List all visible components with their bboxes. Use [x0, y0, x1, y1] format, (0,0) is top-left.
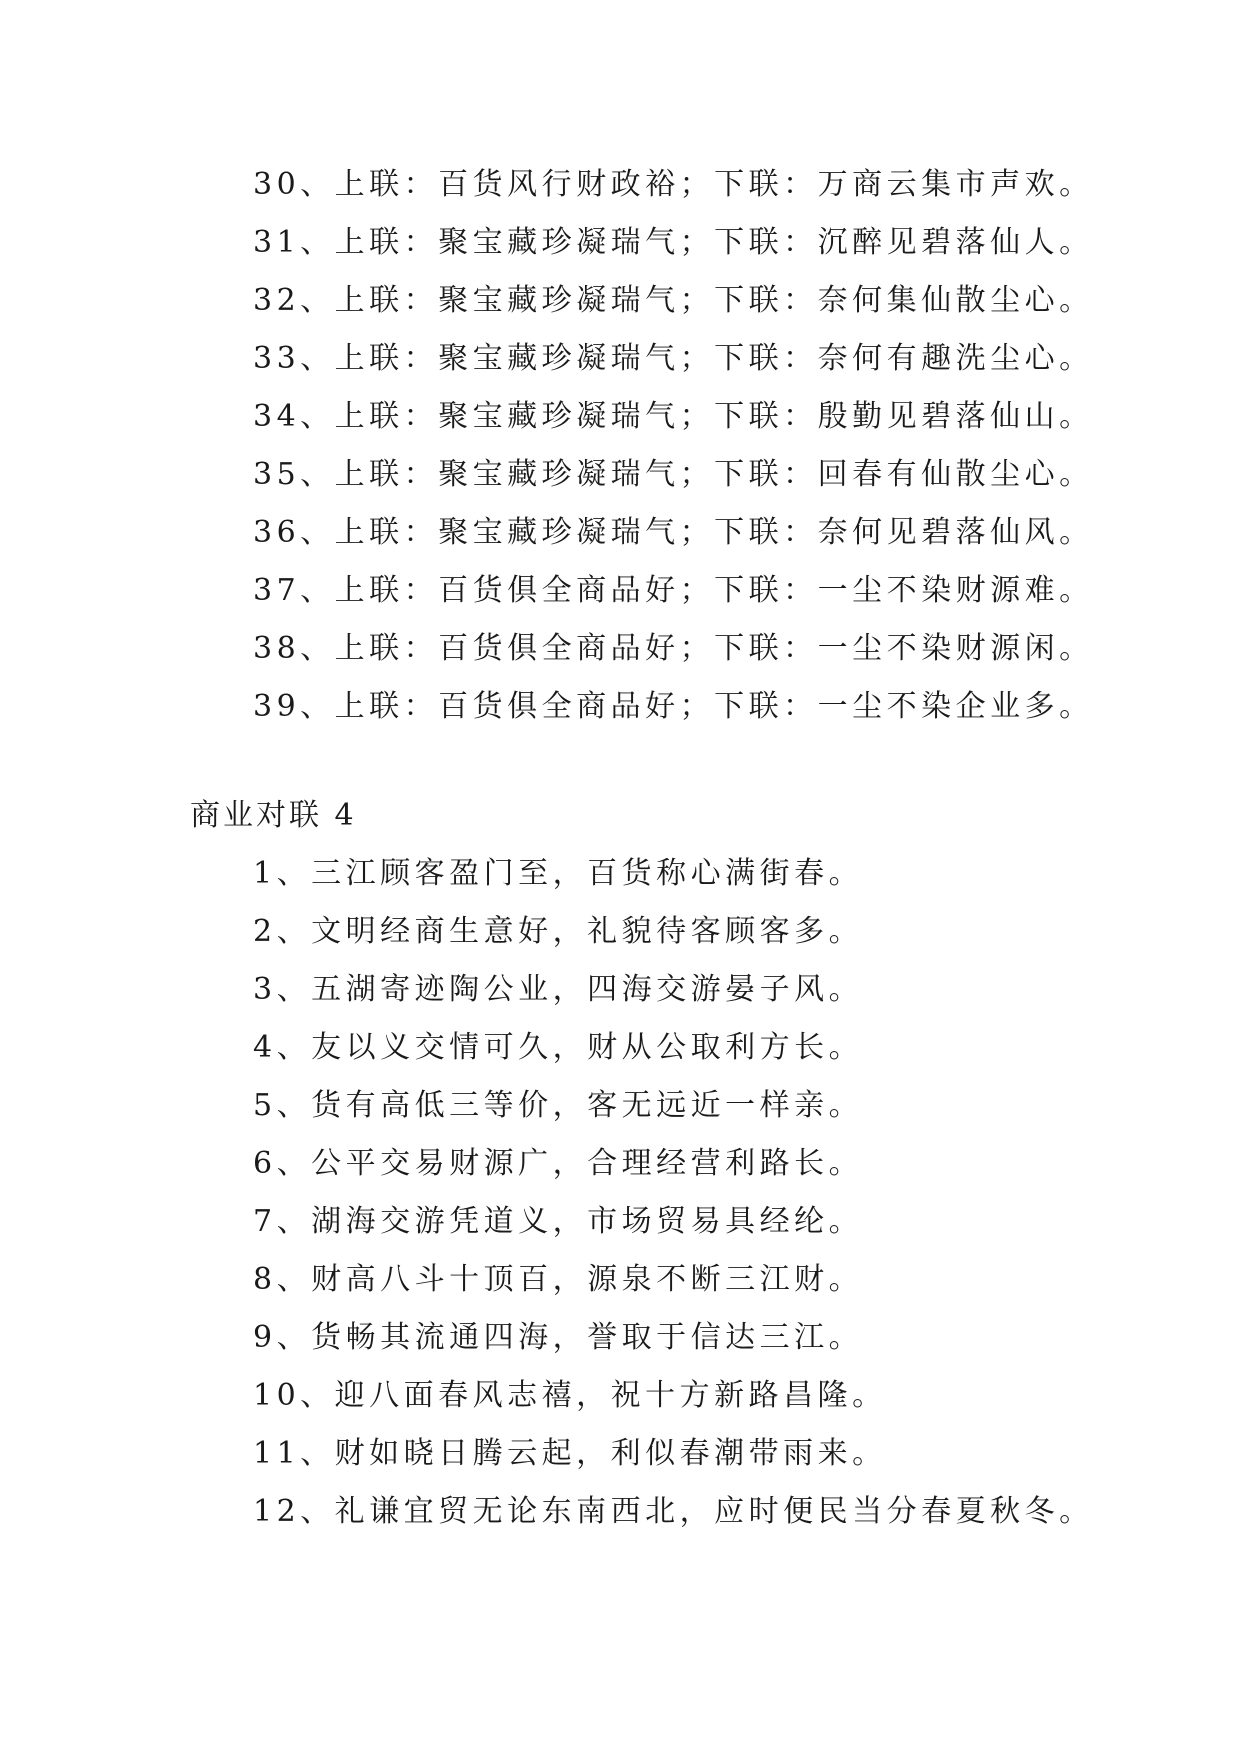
couplet-line: 8、财高八斗十顶百，源泉不断三江财。: [253, 1262, 864, 1297]
couplet-line: 2、文明经商生意好，礼貌待客顾客多。: [253, 914, 864, 949]
couplet-line: 5、货有高低三等价，客无远近一样亲。: [253, 1088, 864, 1123]
couplet-line: 33、上联：聚宝藏珍凝瑞气；下联：奈何有趣洗尘心。: [253, 341, 1094, 376]
couplet-line: 35、上联：聚宝藏珍凝瑞气；下联：回春有仙散尘心。: [253, 457, 1094, 492]
couplet-line: 32、上联：聚宝藏珍凝瑞气；下联：奈何集仙散尘心。: [253, 283, 1094, 318]
couplet-line: 34、上联：聚宝藏珍凝瑞气；下联：殷勤见碧落仙山。: [253, 399, 1094, 434]
couplet-line: 7、湖海交游凭道义，市场贸易具经纶。: [253, 1204, 864, 1239]
couplet-line: 31、上联：聚宝藏珍凝瑞气；下联：沉醉见碧落仙人。: [253, 225, 1094, 260]
couplet-line: 4、友以义交情可久，财从公取利方长。: [253, 1030, 864, 1065]
couplet-line: 9、货畅其流通四海，誉取于信达三江。: [253, 1320, 864, 1355]
couplet-line: 6、公平交易财源广，合理经营利路长。: [253, 1146, 864, 1181]
couplet-line: 3、五湖寄迹陶公业，四海交游晏子风。: [253, 972, 864, 1007]
couplet-line: 12、礼谦宜贸无论东南西北，应时便民当分春夏秋冬。: [253, 1494, 1094, 1529]
couplet-line: 1、三江顾客盈门至，百货称心满街春。: [253, 856, 864, 891]
couplet-line: 39、上联：百货俱全商品好；下联：一尘不染企业多。: [253, 689, 1094, 724]
couplet-line: 36、上联：聚宝藏珍凝瑞气；下联：奈何见碧落仙风。: [253, 515, 1094, 550]
couplet-line: 11、财如晓日腾云起，利似春潮带雨来。: [253, 1436, 887, 1471]
section-heading: 商业对联 4: [190, 798, 357, 833]
couplet-line: 10、迎八面春风志禧，祝十方新路昌隆。: [253, 1378, 887, 1413]
couplet-line: 38、上联：百货俱全商品好；下联：一尘不染财源闲。: [253, 631, 1094, 666]
couplet-line: 30、上联：百货风行财政裕；下联：万商云集市声欢。: [253, 167, 1094, 202]
couplet-line: 37、上联：百货俱全商品好；下联：一尘不染财源难。: [253, 573, 1094, 608]
